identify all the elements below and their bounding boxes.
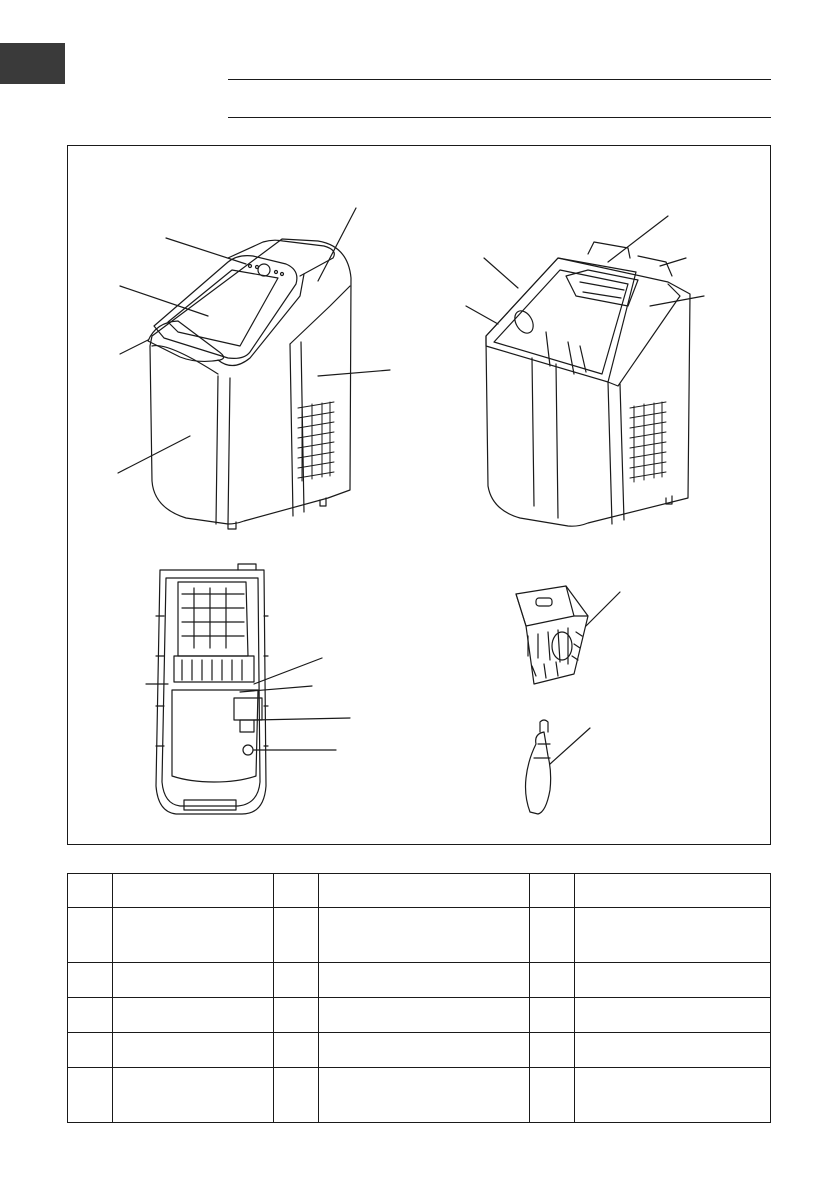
table-row bbox=[68, 1033, 771, 1068]
table-row bbox=[68, 874, 771, 908]
table-cell bbox=[274, 998, 319, 1033]
table-row bbox=[68, 998, 771, 1033]
table-cell bbox=[319, 874, 530, 908]
table-cell bbox=[575, 998, 771, 1033]
table-cell bbox=[530, 1033, 575, 1068]
table-row bbox=[68, 1068, 771, 1123]
ice-maker-top-view-icon bbox=[146, 564, 350, 814]
table-cell bbox=[274, 874, 319, 908]
table-cell bbox=[113, 1033, 274, 1068]
table-cell bbox=[113, 908, 274, 963]
table-cell bbox=[68, 1033, 113, 1068]
parts-table bbox=[67, 873, 771, 1123]
heading-rule-top bbox=[228, 79, 771, 80]
table-cell bbox=[274, 963, 319, 998]
table-cell bbox=[274, 908, 319, 963]
ice-maker-open-icon bbox=[466, 216, 704, 526]
table-cell bbox=[530, 874, 575, 908]
table-cell bbox=[68, 998, 113, 1033]
table-cell bbox=[530, 908, 575, 963]
table-cell bbox=[575, 1033, 771, 1068]
table-cell bbox=[530, 963, 575, 998]
table-cell bbox=[113, 874, 274, 908]
product-diagram bbox=[67, 145, 771, 845]
table-cell bbox=[68, 874, 113, 908]
ice-basket-icon bbox=[516, 586, 620, 684]
table-row bbox=[68, 908, 771, 963]
table-cell bbox=[68, 908, 113, 963]
table-cell bbox=[575, 1068, 771, 1123]
table-cell bbox=[274, 1068, 319, 1123]
table-row bbox=[68, 963, 771, 998]
table-cell bbox=[319, 908, 530, 963]
ice-scoop-icon bbox=[526, 720, 591, 814]
table-cell bbox=[68, 963, 113, 998]
table-cell bbox=[113, 963, 274, 998]
table-cell bbox=[274, 1033, 319, 1068]
table-cell bbox=[575, 963, 771, 998]
language-tab bbox=[0, 43, 65, 84]
table-cell bbox=[113, 1068, 274, 1123]
table-cell bbox=[319, 998, 530, 1033]
table-cell bbox=[530, 1068, 575, 1123]
table-cell bbox=[319, 963, 530, 998]
table-cell bbox=[575, 874, 771, 908]
ice-maker-closed-icon bbox=[118, 208, 390, 529]
heading-rule-bottom bbox=[228, 117, 771, 118]
table-cell bbox=[113, 998, 274, 1033]
table-cell bbox=[530, 998, 575, 1033]
table-cell bbox=[68, 1068, 113, 1123]
table-cell bbox=[319, 1068, 530, 1123]
table-cell bbox=[319, 1033, 530, 1068]
table-cell bbox=[575, 908, 771, 963]
